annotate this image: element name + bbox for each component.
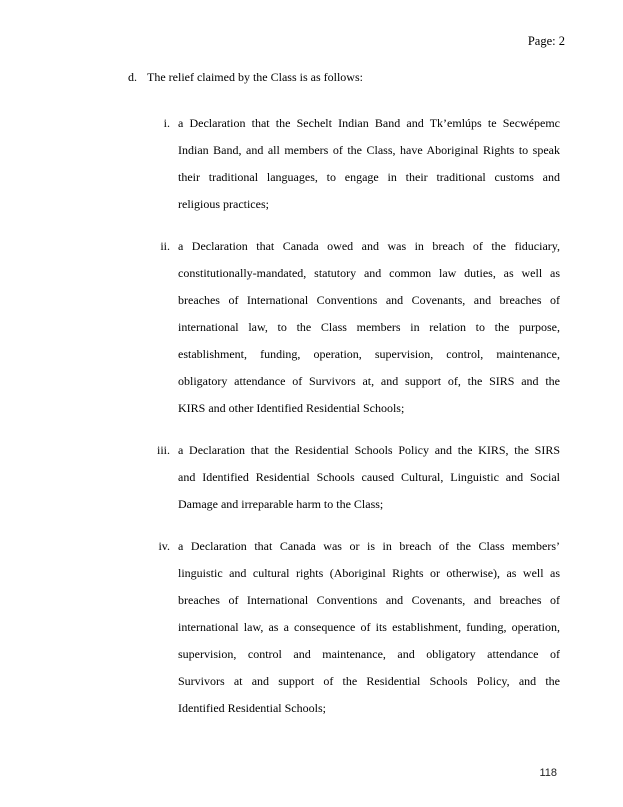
item-lines [178, 233, 560, 422]
text-line: international law, as a consequence of its establishment, funding, operation, [178, 620, 560, 634]
text-line: and Identified Residential Schools caused Cultural, Linguistic and Social [178, 470, 560, 484]
text-line: Damage and irreparable harm to the Class; [178, 497, 384, 511]
item-lines [178, 110, 560, 218]
page-footer-number: 118 [539, 767, 557, 779]
relief-intro-marker: d. [128, 70, 137, 84]
text-line: establishment, funding, operation, supervision, control, maintenance, [178, 347, 560, 361]
text-line: a Declaration that Canada was or is in breach of the Class members’ [178, 539, 560, 553]
list-marker: iv. [158, 539, 170, 553]
item-lines [178, 533, 560, 722]
item-lines [178, 437, 560, 518]
relief-item [128, 110, 562, 218]
text-line: religious practices; [178, 197, 269, 211]
text-line: Survivors at and support of the Residential Schools Policy, and the [178, 674, 560, 688]
relief-intro-text: The relief claimed by the Class is as follows: [147, 70, 363, 84]
text-line: KIRS and other Identified Residential Schools; [178, 401, 405, 415]
list-marker: ii. [160, 239, 170, 253]
relief-item [128, 233, 562, 422]
text-line: a Declaration that Canada owed and was in breach of the fiduciary, [178, 239, 560, 253]
text-line: Identified Residential Schools; [178, 701, 326, 715]
text-line: Indian Band, and all members of the Class, have Aboriginal Rights to speak [178, 143, 560, 157]
text-line: a Declaration that the Sechelt Indian Band and Tk’emlúps te Secwépemc [178, 116, 560, 130]
text-line: obligatory attendance of Survivors at, and support of, the SIRS and the [178, 374, 560, 388]
list-marker: i. [163, 116, 170, 130]
relief-item [128, 437, 562, 518]
text-line: breaches of International Conventions and Covenants, and breaches of [178, 593, 560, 607]
relief-item [128, 533, 562, 722]
text-line: their traditional languages, to engage in their traditional customs and [178, 170, 560, 184]
text-line: linguistic and cultural rights (Aboriginal Rights or otherwise), as well as [178, 566, 560, 580]
text-line: a Declaration that the Residential Schools Policy and the KIRS, the SIRS [178, 443, 560, 457]
text-line: breaches of International Conventions and Covenants, and breaches of [178, 293, 560, 307]
document-body [128, 64, 562, 722]
text-line: supervision, control and maintenance, and obligatory attendance of [178, 647, 560, 661]
relief-list [128, 110, 562, 722]
list-marker: iii. [156, 443, 170, 457]
relief-intro-row [128, 64, 562, 91]
text-line: international law, to the Class members in relation to the purpose, [178, 320, 560, 334]
page-header-label: Page: 2 [527, 34, 565, 48]
text-line: constitutionally-mandated, statutory and common law duties, as well as [178, 266, 560, 280]
